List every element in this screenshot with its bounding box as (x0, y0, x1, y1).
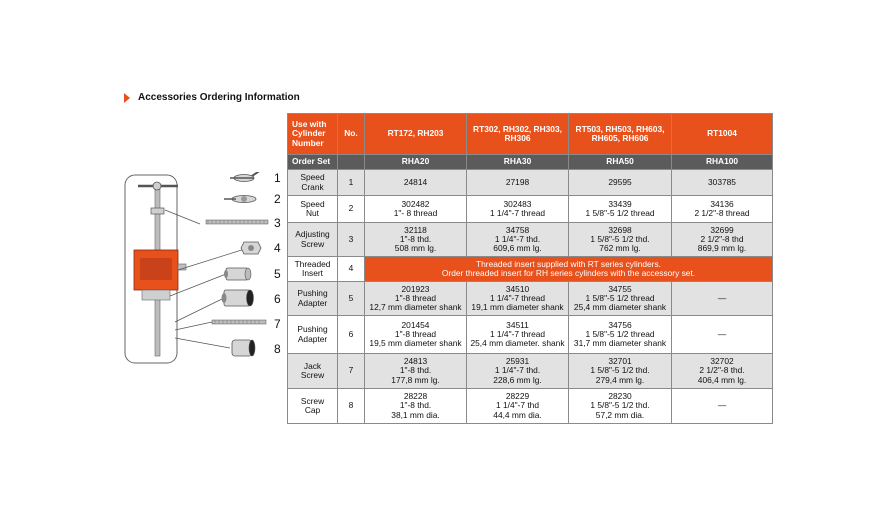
row-item-no: 1 (338, 170, 365, 196)
table-cell-col-4: 34136 2 1/2"-8 thread (672, 196, 773, 223)
table-cell-col-3: 29595 (569, 170, 672, 196)
table-cell-col-3: 34755 1 5/8"-5 1/2 thread 25,4 mm diameter shank (569, 282, 672, 316)
row-item-name: Pushing Adapter (288, 282, 338, 316)
header-col-1: RT172, RH203 (365, 114, 467, 155)
accessories-table (287, 113, 773, 424)
order-set-2: RHA30 (467, 155, 569, 170)
order-set-4: RHA100 (672, 155, 773, 170)
table-cell-col-3: 32698 1 5/8"-5 1/2 thd. 762 mm lg. (569, 223, 672, 257)
table-cell-col-2: 302483 1 1/4"-7 thread (467, 196, 569, 223)
threaded-insert-icon (241, 242, 261, 254)
row-item-no: 4 (338, 257, 365, 282)
row-item-no: 7 (338, 354, 365, 389)
order-set-row (288, 155, 773, 170)
table-cell-col-3: 32701 1 5/8"-5 1/2 thd. 279,4 mm lg. (569, 354, 672, 389)
row-item-name: Speed Crank (288, 170, 338, 196)
table-row (288, 257, 773, 282)
header-no: No. (338, 114, 365, 155)
row-item-name: Adjusting Screw (288, 223, 338, 257)
table-cell-col-4: — (672, 282, 773, 316)
callout-1: 1 (274, 172, 281, 185)
row-item-no: 5 (338, 282, 365, 316)
table-cell-col-3: 34756 1 5/8"-5 1/2 thread 31,7 mm diameter shank (569, 316, 672, 354)
speed-crank-icon (230, 172, 262, 182)
callout-7: 7 (274, 317, 281, 331)
table-cell-col-3: 28230 1 5/8"-5 1/2 thd. 57,2 mm dia. (569, 389, 672, 424)
callout-8: 8 (274, 342, 281, 356)
row-item-no: 3 (338, 223, 365, 257)
row-item-name: Jack Screw (288, 354, 338, 389)
row-item-no: 8 (338, 389, 365, 424)
table-cell-col-4: — (672, 316, 773, 354)
callout-3: 3 (274, 216, 281, 230)
table-header-row (288, 114, 773, 155)
section-title: Accessories Ordering Information (138, 92, 300, 103)
speed-nut-part-icon (224, 196, 256, 203)
callout-4: 4 (274, 241, 281, 255)
table-cell-col-2: 34758 1 1/4"-7 thd. 609,6 mm lg. (467, 223, 569, 257)
table-cell-col-1: 32118 1"-8 thd. 508 mm lg. (365, 223, 467, 257)
threaded-insert-notice: Threaded insert supplied with RT series cylinders. Order threaded insert for RH series cylinders with the accessory set. (365, 257, 773, 282)
table-cell-col-2: 28229 1 1/4"-7 thd 44,4 mm dia. (467, 389, 569, 424)
table-cell-col-1: 302482 1"- 8 thread (365, 196, 467, 223)
pushing-adapter-large-icon (222, 290, 254, 306)
header-col-3: RT503, RH503, RH603, RH605, RH606 (569, 114, 672, 155)
table-cell-col-1: 201923 1"-8 thread 12,7 mm diameter shank (365, 282, 467, 316)
table-cell-col-2: 34511 1 1/4"-7 thread 25,4 mm diameter. shank (467, 316, 569, 354)
adjusting-screw-icon (206, 220, 268, 224)
table-cell-col-2: 27198 (467, 170, 569, 196)
table-row (288, 170, 773, 196)
table-cell-col-4: 32699 2 1/2"-8 thd 869,9 mm lg. (672, 223, 773, 257)
header-col-2: RT302, RH302, RH303, RH306 (467, 114, 569, 155)
order-set-3: RHA50 (569, 155, 672, 170)
row-item-name: Speed Nut (288, 196, 338, 223)
callout-2: 2 (274, 192, 281, 206)
table-row (288, 223, 773, 257)
screw-cap-icon (232, 340, 255, 356)
header-use-with: Use with Cylinder Number (288, 114, 338, 155)
header-col-4: RT1004 (672, 114, 773, 155)
table-cell-col-4: — (672, 389, 773, 424)
order-set-label: Order Set (288, 155, 338, 170)
table-cell-col-4: 303785 (672, 170, 773, 196)
table-body (288, 170, 773, 424)
bullet-arrow-icon (124, 93, 130, 103)
table-row (288, 354, 773, 389)
table-row (288, 389, 773, 424)
table-row (288, 316, 773, 354)
table-cell-col-2: 25931 1 1/4"-7 thd. 228,6 mm lg. (467, 354, 569, 389)
row-item-name: Pushing Adapter (288, 316, 338, 354)
section-heading (124, 92, 300, 103)
accessories-diagram (120, 172, 285, 367)
table-cell-col-3: 33439 1 5/8"-5 1/2 thread (569, 196, 672, 223)
callout-6: 6 (274, 292, 281, 306)
table-cell-col-4: 32702 2 1/2"-8 thd. 406,4 mm lg. (672, 354, 773, 389)
table-cell-col-1: 24814 (365, 170, 467, 196)
row-item-no: 6 (338, 316, 365, 354)
table-cell-col-1: 24813 1"-8 thd. 177,8 mm lg. (365, 354, 467, 389)
table-cell-col-1: 28228 1"-8 thd. 38,1 mm dia. (365, 389, 467, 424)
callout-5: 5 (274, 267, 281, 281)
table-row (288, 282, 773, 316)
row-item-no: 2 (338, 196, 365, 223)
table-cell-col-1: 201454 1"-8 thread 19,5 mm diameter shank (365, 316, 467, 354)
row-item-name: Threaded Insert (288, 257, 338, 282)
pushing-adapter-small-icon (224, 268, 251, 280)
row-item-name: Screw Cap (288, 389, 338, 424)
order-set-1: RHA20 (365, 155, 467, 170)
jack-screw-icon (212, 320, 266, 324)
table-row (288, 196, 773, 223)
table-cell-col-2: 34510 1 1/4"-7 thread 19,1 mm diameter shank (467, 282, 569, 316)
speed-nut-icon (151, 208, 164, 214)
